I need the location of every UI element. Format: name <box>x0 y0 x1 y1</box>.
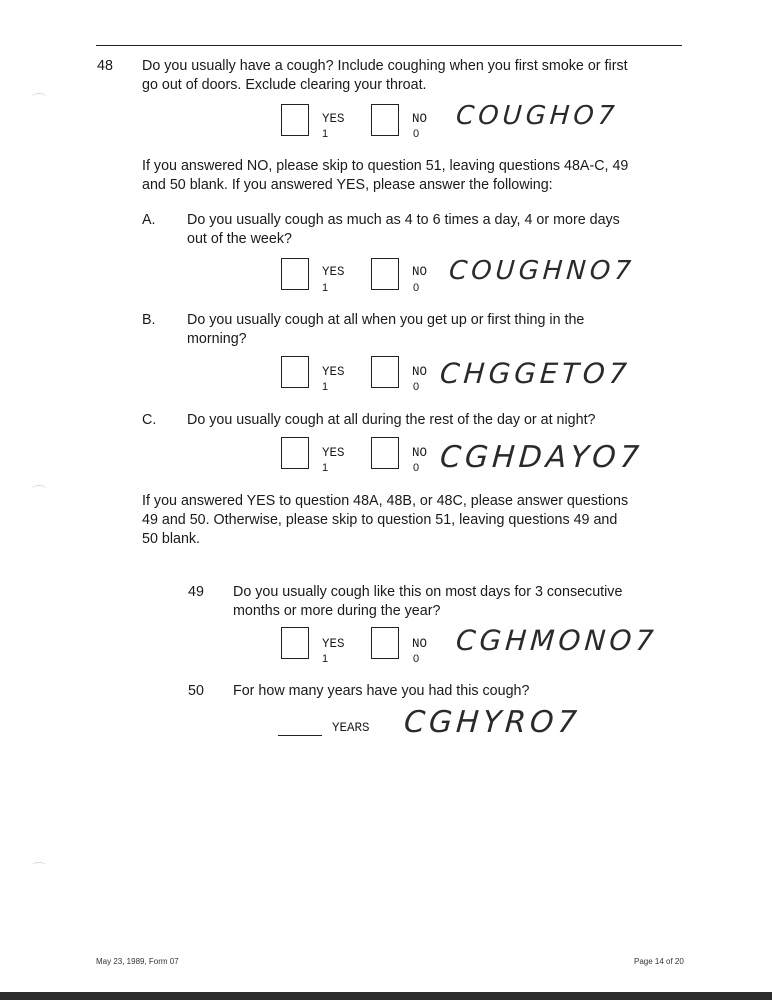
q48c-letter: C. <box>142 412 157 428</box>
q48a-text-line1: Do you usually cough as much as 4 to 6 times a day, 4 or more days <box>187 212 620 228</box>
q48a-no-code: 0 <box>413 282 420 294</box>
q48b-letter: B. <box>142 312 156 328</box>
footer-page-number: Page 14 of 20 <box>634 957 684 966</box>
q49-no-code: 0 <box>413 653 420 665</box>
q48-no-label: NO <box>412 112 428 126</box>
instruction-2-line3: 50 blank. <box>142 531 201 547</box>
q48a-variable-code: COUGHNO7 <box>447 256 636 286</box>
q48b-no-checkbox[interactable] <box>371 356 399 388</box>
q50-variable-code: CGHYRO7 <box>402 705 582 740</box>
q49-yes-label: YES <box>322 637 345 651</box>
q49-yes-checkbox[interactable] <box>281 627 309 659</box>
q48b-yes-label: YES <box>322 365 345 379</box>
q48a-no-checkbox[interactable] <box>371 258 399 290</box>
q48c-yes-checkbox[interactable] <box>281 437 309 469</box>
q48-yes-label: YES <box>322 112 345 126</box>
q48-variable-code: COUGHO7 <box>454 101 620 131</box>
q48a-yes-checkbox[interactable] <box>281 258 309 290</box>
q48a-text-line2: out of the week? <box>187 231 292 247</box>
top-rule <box>96 45 682 46</box>
scan-mark <box>32 862 46 869</box>
q48a-yes-code: 1 <box>322 282 329 294</box>
q48a-yes-label: YES <box>322 265 345 279</box>
q50-number: 50 <box>188 683 204 699</box>
q48a-letter: A. <box>142 212 156 228</box>
q48b-text-line1: Do you usually cough at all when you get up or first thing in the <box>187 312 585 328</box>
scan-mark <box>32 485 46 492</box>
q50-years-label: YEARS <box>332 721 370 735</box>
q48c-variable-code: CGHDAYO7 <box>438 440 645 475</box>
q48-text-line2: go out of doors. Exclude clearing your throat. <box>142 77 427 93</box>
scan-bottom-edge <box>0 992 772 1000</box>
q48b-yes-checkbox[interactable] <box>281 356 309 388</box>
q49-no-label: NO <box>412 637 428 651</box>
q48-yes-checkbox[interactable] <box>281 104 309 136</box>
q50-years-blank[interactable] <box>278 735 322 736</box>
q48-yes-code: 1 <box>322 128 329 140</box>
instruction-2-line1: If you answered YES to question 48A, 48B, or 48C, please answer questions <box>142 493 629 509</box>
scan-mark <box>32 93 46 100</box>
q48c-text-line1: Do you usually cough at all during the rest of the day or at night? <box>187 412 596 428</box>
q48c-no-checkbox[interactable] <box>371 437 399 469</box>
q49-variable-code: CGHMONO7 <box>454 624 659 657</box>
q48-text-line1: Do you usually have a cough? Include coughing when you first smoke or first <box>142 58 628 74</box>
q49-no-checkbox[interactable] <box>371 627 399 659</box>
q48-no-code: 0 <box>413 128 420 140</box>
instruction-1-line1: If you answered NO, please skip to question 51, leaving questions 48A-C, 49 <box>142 158 629 174</box>
q48-no-checkbox[interactable] <box>371 104 399 136</box>
q49-text-line1: Do you usually cough like this on most days for 3 consecutive <box>233 584 623 600</box>
q49-yes-code: 1 <box>322 653 329 665</box>
q48c-yes-label: YES <box>322 446 345 460</box>
q49-number: 49 <box>188 584 204 600</box>
q50-text: For how many years have you had this cough? <box>233 683 530 699</box>
q48a-no-label: NO <box>412 265 428 279</box>
q48c-no-label: NO <box>412 446 428 460</box>
instruction-1-line2: and 50 blank. If you answered YES, please answer the following: <box>142 177 553 193</box>
footer-date-form: May 23, 1989, Form 07 <box>96 957 179 966</box>
q48-number: 48 <box>97 58 113 74</box>
q48b-yes-code: 1 <box>322 381 329 393</box>
instruction-2-line2: 49 and 50. Otherwise, please skip to question 51, leaving questions 49 and <box>142 512 618 528</box>
q48c-no-code: 0 <box>413 462 420 474</box>
q48b-no-code: 0 <box>413 381 420 393</box>
q48b-variable-code: CHGGETO7 <box>438 357 632 390</box>
q48c-yes-code: 1 <box>322 462 329 474</box>
q48b-text-line2: morning? <box>187 331 247 347</box>
q49-text-line2: months or more during the year? <box>233 603 441 619</box>
q48b-no-label: NO <box>412 365 428 379</box>
